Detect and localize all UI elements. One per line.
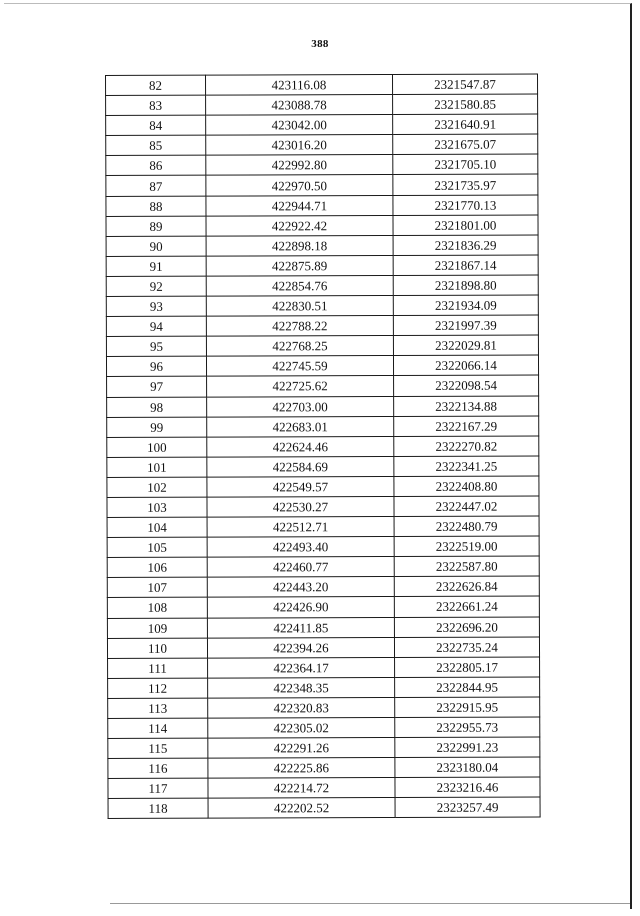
- point-number-cell: 83: [106, 95, 206, 115]
- y-coordinate-cell: 2321770.13: [393, 195, 538, 216]
- point-number-cell: 93: [106, 296, 206, 316]
- point-number-cell: 86: [106, 156, 206, 176]
- y-coordinate-cell: 2321735.97: [393, 174, 538, 195]
- coordinate-table-body: [106, 74, 541, 819]
- page-number: 388: [311, 38, 329, 50]
- x-coordinate-cell: 422512.71: [207, 517, 394, 538]
- point-number-cell: 107: [107, 577, 207, 597]
- y-coordinate-cell: 2323216.46: [395, 777, 540, 798]
- x-coordinate-cell: 422549.57: [207, 476, 394, 497]
- table-row: [106, 174, 538, 196]
- x-coordinate-cell: 422348.35: [208, 677, 395, 698]
- x-coordinate-cell: 422426.90: [207, 597, 394, 618]
- point-number-cell: 113: [108, 698, 208, 718]
- point-number-cell: 90: [106, 236, 206, 256]
- y-coordinate-cell: 2322447.02: [394, 496, 539, 517]
- y-coordinate-cell: 2321547.87: [393, 74, 538, 95]
- table-row: [108, 717, 540, 739]
- point-number-cell: 99: [107, 417, 207, 437]
- x-coordinate-cell: 422725.62: [207, 376, 394, 397]
- table-row: [106, 74, 538, 96]
- y-coordinate-cell: 2322341.25: [394, 456, 539, 477]
- point-number-cell: 85: [106, 135, 206, 155]
- point-number-cell: 95: [106, 336, 206, 356]
- y-coordinate-cell: 2322991.23: [395, 737, 540, 758]
- point-number-cell: 103: [107, 497, 207, 517]
- y-coordinate-cell: 2322029.81: [393, 335, 538, 356]
- table-row: [108, 677, 540, 699]
- point-number-cell: 118: [108, 799, 208, 819]
- point-number-cell: 104: [107, 517, 207, 537]
- x-coordinate-cell: 423042.00: [206, 115, 393, 136]
- point-number-cell: 88: [106, 196, 206, 216]
- y-coordinate-cell: 2322844.95: [395, 677, 540, 698]
- point-number-cell: 98: [107, 397, 207, 417]
- table-row: [107, 617, 539, 639]
- table-row: [106, 315, 538, 337]
- y-coordinate-cell: 2321836.29: [393, 235, 538, 256]
- y-coordinate-cell: 2322805.17: [395, 657, 540, 678]
- table-row: [107, 516, 539, 538]
- y-coordinate-cell: 2321898.80: [393, 275, 538, 296]
- point-number-cell: 94: [106, 316, 206, 336]
- y-coordinate-cell: 2321934.09: [393, 295, 538, 316]
- y-coordinate-cell: 2323257.49: [395, 797, 540, 818]
- table-row: [107, 456, 539, 478]
- table-row: [107, 556, 539, 578]
- y-coordinate-cell: 2322519.00: [394, 536, 539, 557]
- y-coordinate-cell: 2322098.54: [394, 375, 539, 396]
- x-coordinate-cell: 422411.85: [207, 617, 394, 638]
- x-coordinate-cell: 422703.00: [207, 396, 394, 417]
- table-row: [108, 657, 540, 679]
- point-number-cell: 117: [108, 778, 208, 798]
- y-coordinate-cell: 2322955.73: [395, 717, 540, 738]
- x-coordinate-cell: 422394.26: [207, 637, 394, 658]
- y-coordinate-cell: 2321705.10: [393, 154, 538, 175]
- point-number-cell: 106: [107, 557, 207, 577]
- x-coordinate-cell: 422291.26: [208, 738, 395, 759]
- table-row: [106, 295, 538, 317]
- y-coordinate-cell: 2323180.04: [395, 757, 540, 778]
- x-coordinate-cell: 423016.20: [206, 135, 393, 156]
- x-coordinate-cell: 422214.72: [208, 778, 395, 799]
- y-coordinate-cell: 2321801.00: [393, 215, 538, 236]
- table-row: [107, 536, 539, 558]
- point-number-cell: 100: [107, 437, 207, 457]
- point-number-cell: 91: [106, 256, 206, 276]
- x-coordinate-cell: 422745.59: [206, 356, 393, 377]
- table-row: [107, 596, 539, 618]
- table-row: [106, 335, 538, 357]
- x-coordinate-cell: 422320.83: [208, 697, 395, 718]
- x-coordinate-cell: 422683.01: [207, 416, 394, 437]
- x-coordinate-cell: 423116.08: [206, 74, 393, 95]
- x-coordinate-cell: 422898.18: [206, 235, 393, 256]
- table-row: [107, 637, 539, 659]
- x-coordinate-cell: 422922.42: [206, 215, 393, 236]
- table-row: [108, 797, 540, 819]
- table-row: [106, 134, 538, 156]
- point-number-cell: 114: [108, 718, 208, 738]
- y-coordinate-cell: 2321675.07: [393, 134, 538, 155]
- x-coordinate-cell: 422584.69: [207, 456, 394, 477]
- x-coordinate-cell: 422944.71: [206, 195, 393, 216]
- y-coordinate-cell: 2322915.95: [395, 697, 540, 718]
- x-coordinate-cell: 422530.27: [207, 496, 394, 517]
- table-row: [107, 496, 539, 518]
- y-coordinate-cell: 2322480.79: [394, 516, 539, 537]
- footer-rule: [110, 903, 630, 904]
- y-coordinate-cell: 2322696.20: [394, 617, 539, 638]
- table-row: [107, 375, 539, 397]
- y-coordinate-cell: 2321580.85: [393, 94, 538, 115]
- table-row: [108, 697, 540, 719]
- point-number-cell: 96: [106, 356, 206, 376]
- table-row: [106, 355, 538, 377]
- y-coordinate-cell: 2322587.80: [394, 556, 539, 577]
- y-coordinate-cell: 2322270.82: [394, 436, 539, 457]
- x-coordinate-cell: 422364.17: [208, 657, 395, 678]
- x-coordinate-cell: 422624.46: [207, 436, 394, 457]
- point-number-cell: 111: [108, 658, 208, 678]
- table-row: [106, 114, 538, 136]
- y-coordinate-cell: 2322735.24: [394, 637, 539, 658]
- x-coordinate-cell: 422788.22: [206, 316, 393, 337]
- table-row: [108, 777, 540, 799]
- point-number-cell: 102: [107, 477, 207, 497]
- y-coordinate-cell: 2321867.14: [393, 255, 538, 276]
- table-row: [106, 154, 538, 176]
- point-number-cell: 84: [106, 115, 206, 135]
- x-coordinate-cell: 422992.80: [206, 155, 393, 176]
- y-coordinate-cell: 2322626.84: [394, 576, 539, 597]
- table-row: [108, 757, 540, 779]
- point-number-cell: 97: [107, 377, 207, 397]
- table-row: [107, 436, 539, 458]
- table-row: [106, 215, 538, 237]
- y-coordinate-cell: 2322134.88: [394, 395, 539, 416]
- y-coordinate-cell: 2322661.24: [394, 596, 539, 617]
- x-coordinate-cell: 422202.52: [208, 798, 395, 819]
- table-row: [106, 235, 538, 257]
- x-coordinate-cell: 423088.78: [206, 95, 393, 116]
- x-coordinate-cell: 422768.25: [206, 336, 393, 357]
- table-row: [107, 576, 539, 598]
- x-coordinate-cell: 422854.76: [206, 275, 393, 296]
- coordinate-table: [105, 73, 541, 819]
- x-coordinate-cell: 422460.77: [207, 557, 394, 578]
- table-row: [107, 416, 539, 438]
- x-coordinate-cell: 422305.02: [208, 717, 395, 738]
- point-number-cell: 87: [106, 176, 206, 196]
- x-coordinate-cell: 422443.20: [207, 577, 394, 598]
- point-number-cell: 89: [106, 216, 206, 236]
- point-number-cell: 82: [106, 75, 206, 95]
- point-number-cell: 105: [107, 537, 207, 557]
- point-number-cell: 101: [107, 457, 207, 477]
- point-number-cell: 110: [107, 638, 207, 658]
- x-coordinate-cell: 422875.89: [206, 255, 393, 276]
- point-number-cell: 112: [108, 678, 208, 698]
- point-number-cell: 108: [107, 598, 207, 618]
- table-row: [107, 476, 539, 498]
- y-coordinate-cell: 2322167.29: [394, 416, 539, 437]
- table-row: [106, 275, 538, 297]
- x-coordinate-cell: 422493.40: [207, 537, 394, 558]
- x-coordinate-cell: 422970.50: [206, 175, 393, 196]
- x-coordinate-cell: 422225.86: [208, 758, 395, 779]
- x-coordinate-cell: 422830.51: [206, 296, 393, 317]
- y-coordinate-cell: 2322408.80: [394, 476, 539, 497]
- table-row: [106, 94, 538, 116]
- table-row: [106, 195, 538, 217]
- point-number-cell: 109: [107, 618, 207, 638]
- point-number-cell: 116: [108, 758, 208, 778]
- y-coordinate-cell: 2321997.39: [393, 315, 538, 336]
- table-row: [108, 737, 540, 759]
- y-coordinate-cell: 2321640.91: [393, 114, 538, 135]
- point-number-cell: 115: [108, 738, 208, 758]
- point-number-cell: 92: [106, 276, 206, 296]
- table-row: [106, 255, 538, 277]
- table-row: [107, 395, 539, 417]
- y-coordinate-cell: 2322066.14: [393, 355, 538, 376]
